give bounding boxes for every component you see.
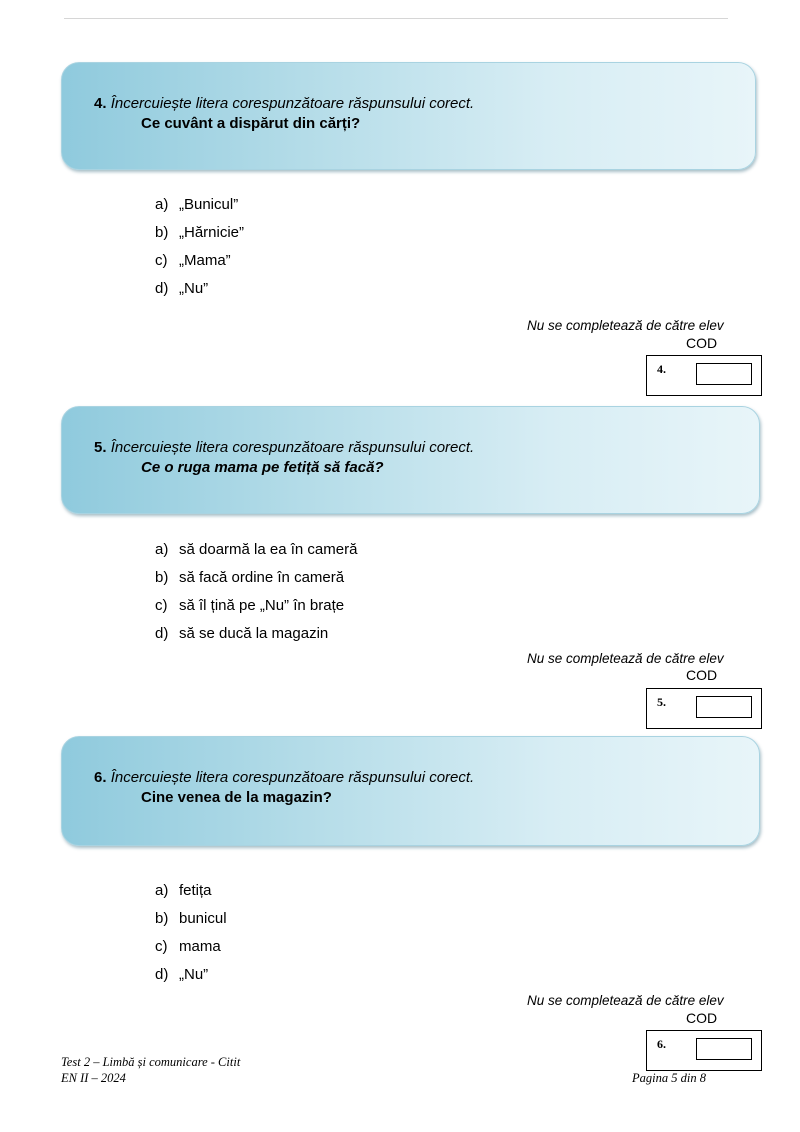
question-6-instruction-line — [94, 769, 474, 786]
question-6-text: Cine venea de la magazin? — [141, 789, 332, 806]
option-letter: c) — [155, 597, 168, 614]
option-letter: b) — [155, 569, 169, 586]
option-text: bunicul — [179, 910, 227, 927]
option-text: „Bunicul” — [179, 196, 239, 213]
question-6-box — [61, 736, 760, 846]
question-5-option-c[interactable] — [155, 596, 357, 624]
option-text: să îl țină pe „Nu” în brațe — [179, 597, 345, 614]
question-5-code-box — [646, 688, 762, 729]
question-4-instruction: Încercuiește litera corespunzătoare răspunsului corect. — [110, 95, 475, 112]
option-text: „Nu” — [179, 280, 209, 297]
question-5-number: 5. — [94, 439, 107, 456]
option-letter: d) — [155, 625, 169, 642]
question-5-cod-label: COD — [686, 667, 718, 683]
question-4-option-a[interactable] — [155, 195, 244, 223]
question-5-box — [61, 406, 760, 514]
question-5-instruction: Încercuiește litera corespunzătoare răspunsului corect. — [110, 439, 475, 456]
question-4-cod-label: COD — [686, 335, 718, 351]
question-5-code-number: 5. — [657, 695, 666, 709]
option-letter: b) — [155, 224, 169, 241]
option-letter: d) — [155, 280, 169, 297]
option-text: „Hărnicie” — [179, 224, 245, 241]
question-4-text: Ce cuvânt a dispărut din cărți? — [141, 115, 361, 132]
question-6-option-a[interactable] — [155, 881, 227, 909]
question-5-code-field[interactable] — [696, 696, 752, 718]
option-text: fetița — [179, 882, 212, 899]
question-4-grader-note: Nu se completează de către elev — [527, 318, 724, 333]
question-6-code-box — [646, 1030, 762, 1071]
question-4-box — [61, 62, 756, 170]
question-4-code-number: 4. — [657, 362, 666, 376]
question-5-option-a[interactable] — [155, 540, 357, 568]
option-text: să facă ordine în cameră — [179, 569, 345, 586]
question-6-options — [155, 881, 227, 993]
top-divider — [64, 18, 728, 19]
option-letter: b) — [155, 910, 169, 927]
option-letter: a) — [155, 541, 169, 558]
question-6-number: 6. — [94, 769, 107, 786]
question-5-options — [155, 540, 357, 652]
question-6-instruction: Încercuiește litera corespunzătoare răspunsului corect. — [110, 769, 475, 786]
question-4-code-field[interactable] — [696, 363, 752, 385]
question-6-option-c[interactable] — [155, 937, 227, 965]
question-4-instruction-line — [94, 95, 474, 112]
question-6-cod-label: COD — [686, 1010, 718, 1026]
question-5-instruction-line — [94, 439, 474, 456]
question-4-option-d[interactable] — [155, 279, 244, 307]
footer-page-number: Pagina 5 din 8 — [632, 1071, 706, 1085]
question-6-option-d[interactable] — [155, 965, 227, 993]
question-5-option-b[interactable] — [155, 568, 357, 596]
question-6-code-number: 6. — [657, 1037, 666, 1051]
option-letter: d) — [155, 966, 169, 983]
question-5-option-d[interactable] — [155, 624, 357, 652]
question-6-grader-note: Nu se completează de către elev — [527, 993, 724, 1008]
question-4-code-box — [646, 355, 762, 396]
option-text: „Mama” — [179, 252, 231, 269]
option-text: „Nu” — [179, 966, 209, 983]
option-text: să se ducă la magazin — [179, 625, 329, 642]
option-letter: c) — [155, 938, 168, 955]
question-6-option-b[interactable] — [155, 909, 227, 937]
question-4-option-b[interactable] — [155, 223, 244, 251]
option-letter: a) — [155, 196, 169, 213]
question-4-number: 4. — [94, 95, 107, 112]
option-text: mama — [179, 938, 221, 955]
question-4-options — [155, 195, 244, 307]
footer-exam: EN II – 2024 — [61, 1071, 126, 1085]
option-letter: a) — [155, 882, 169, 899]
footer-test-title: Test 2 – Limbă și comunicare - Citit — [61, 1055, 241, 1069]
question-5-text: Ce o ruga mama pe fetiță să facă? — [141, 459, 384, 476]
question-5-grader-note: Nu se completează de către elev — [527, 651, 724, 666]
question-4-option-c[interactable] — [155, 251, 244, 279]
option-text: să doarmă la ea în cameră — [179, 541, 358, 558]
question-6-code-field[interactable] — [696, 1038, 752, 1060]
option-letter: c) — [155, 252, 168, 269]
